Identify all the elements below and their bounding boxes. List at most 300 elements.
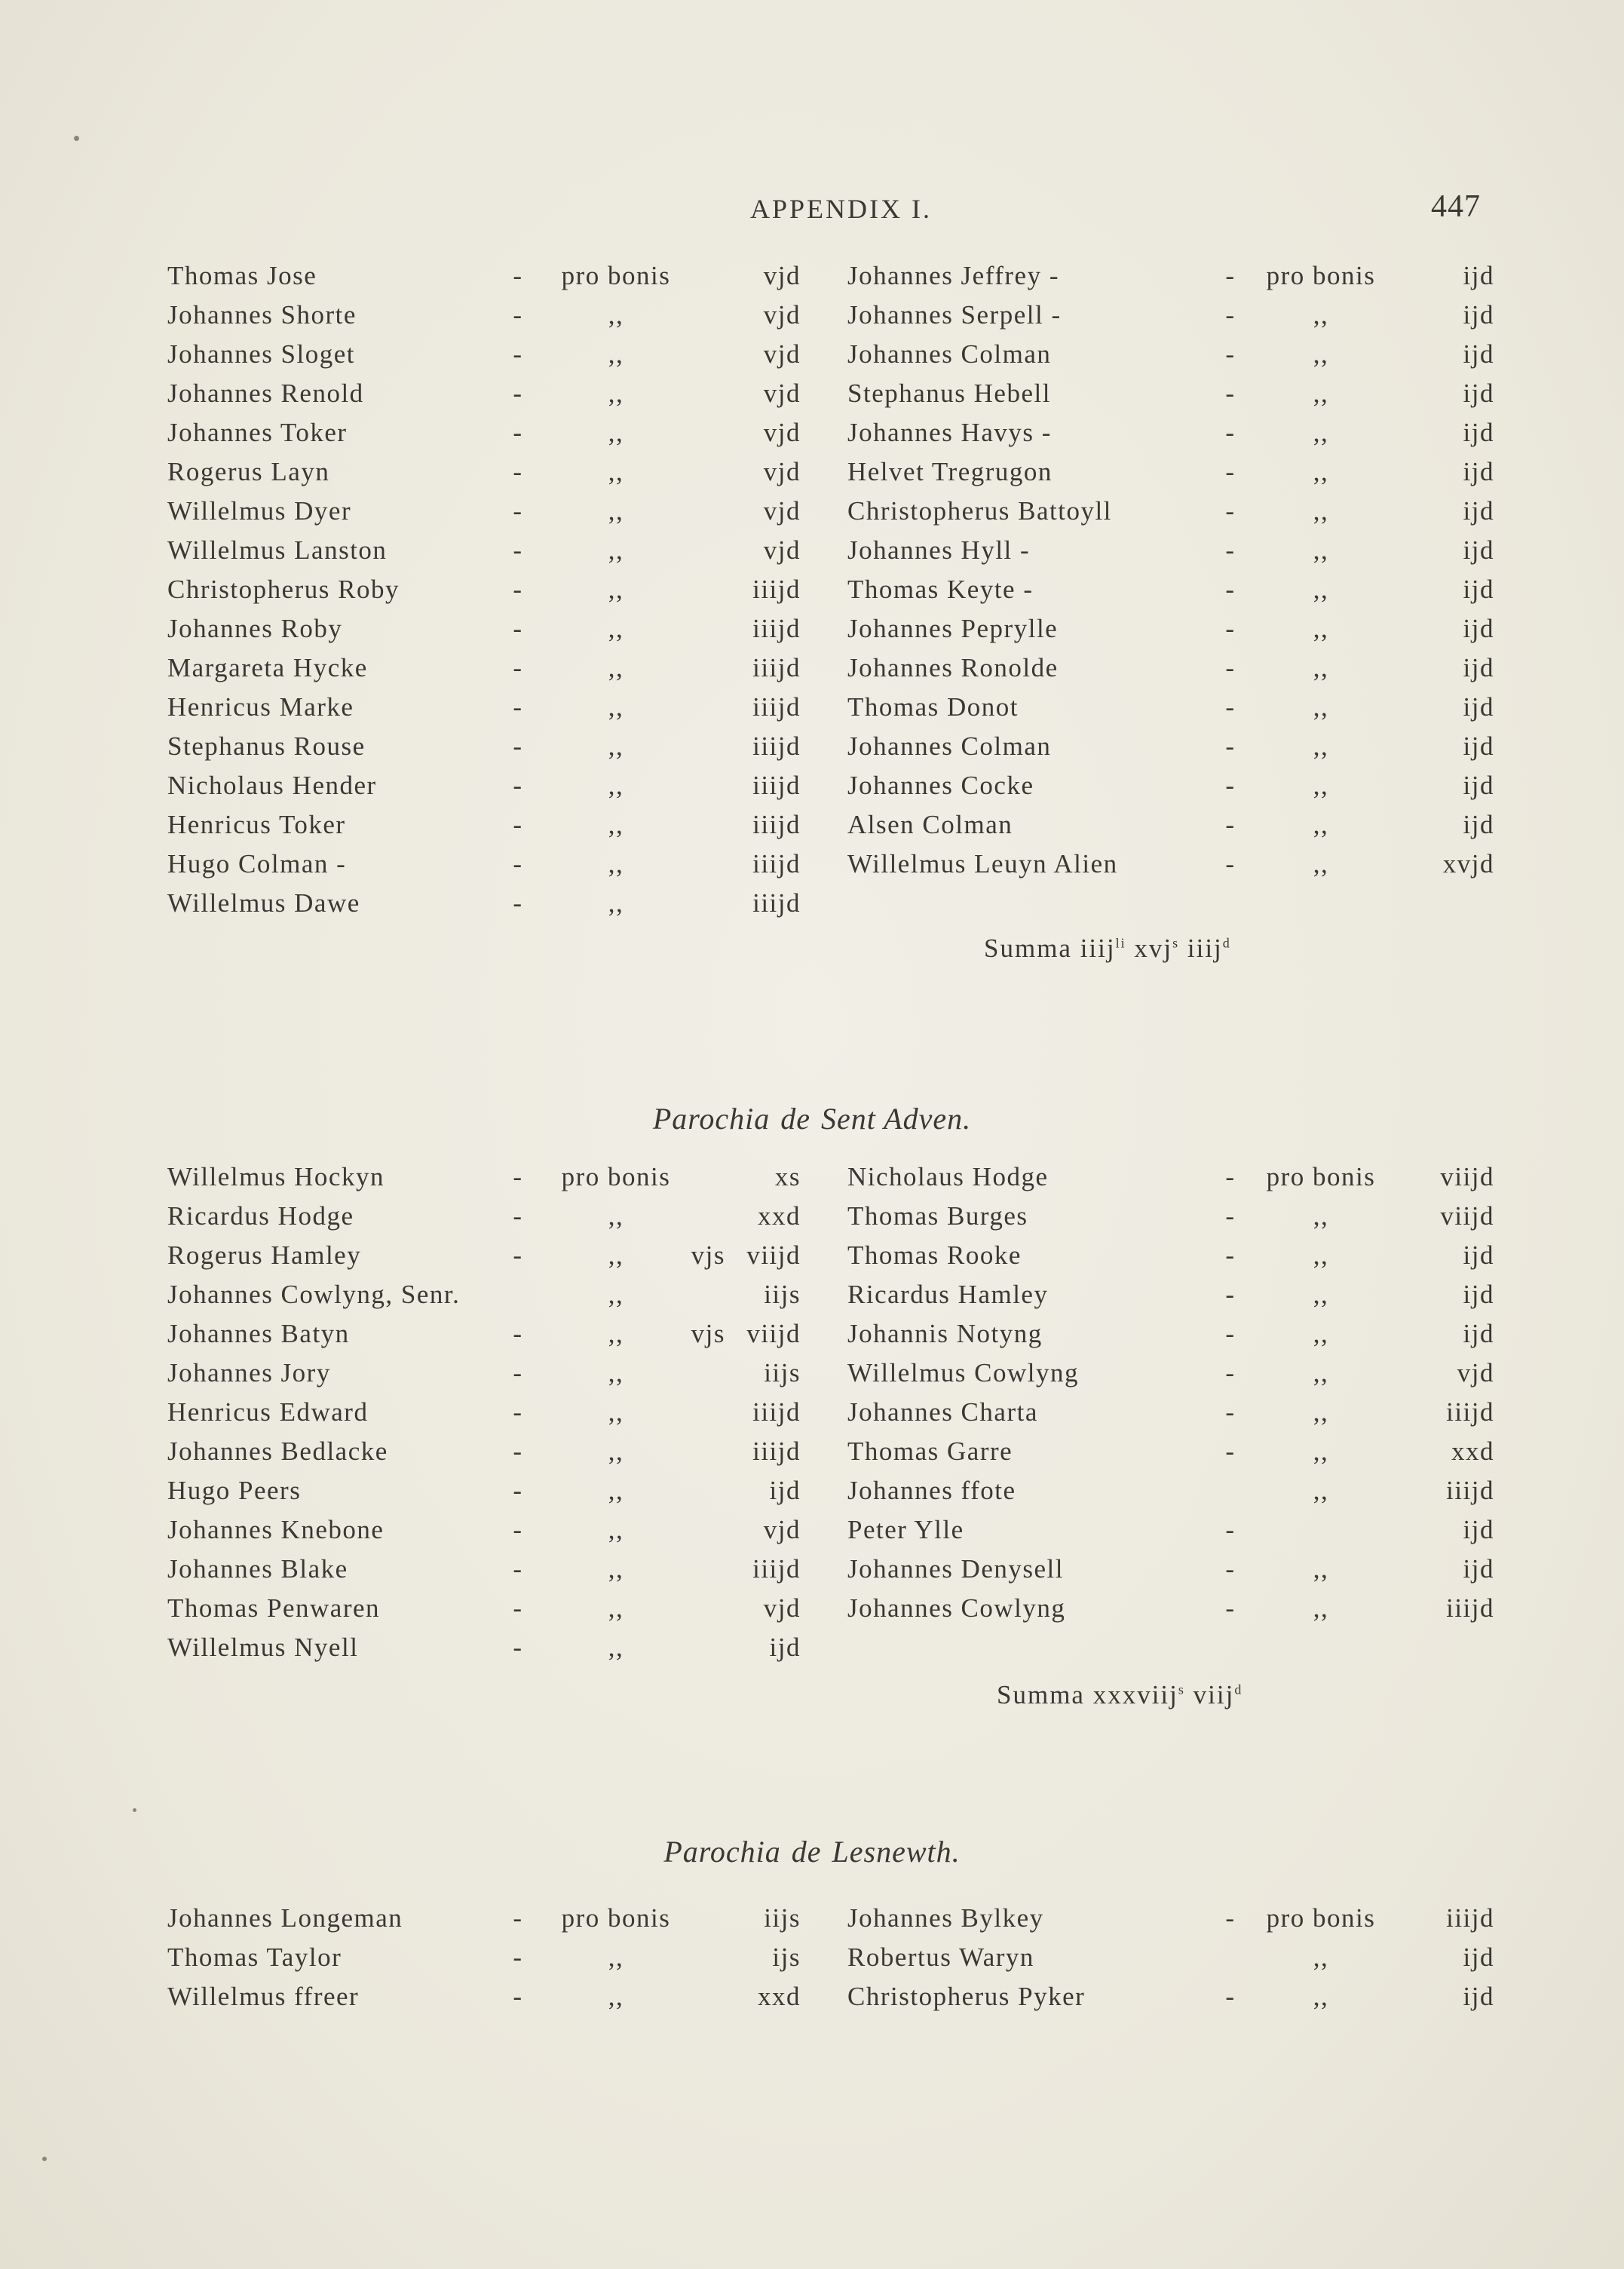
pro-bonis: ,, xyxy=(1313,849,1329,878)
title-place: Sent Adven. xyxy=(821,1102,972,1136)
shillings xyxy=(680,1197,725,1236)
dash: - xyxy=(1225,457,1236,486)
column-gap xyxy=(801,805,847,845)
dash: - xyxy=(1225,1319,1236,1348)
column-gap xyxy=(801,1628,847,1667)
amount: ijd xyxy=(1463,731,1494,761)
table-row xyxy=(167,1275,1494,1314)
entry-name-right: Johannes Ronolde xyxy=(847,653,1059,682)
amount: iiijd xyxy=(752,575,801,604)
entry-name-right: Helvet Tregrugon xyxy=(847,457,1053,486)
entry-name-right: Thomas Keyte - xyxy=(847,575,1034,604)
table-row xyxy=(167,649,1494,688)
summa-unit: d xyxy=(1222,935,1231,951)
entry-name-right: Christopherus Battoyll xyxy=(847,496,1112,526)
shillings xyxy=(680,452,725,492)
pro-bonis: ,, xyxy=(1313,1319,1329,1348)
amount: iiijd xyxy=(752,1554,801,1584)
shillings xyxy=(680,688,725,727)
pro-bonis: ,, xyxy=(1313,1554,1329,1584)
entry-name-right: Johannes Bylkey xyxy=(847,1903,1044,1933)
pro-bonis: ,, xyxy=(1313,379,1329,408)
pro-bonis: ,, xyxy=(608,575,624,604)
entry-name-right: Thomas Garre xyxy=(847,1437,1013,1466)
column-gap xyxy=(801,1589,847,1628)
pro-bonis: ,, xyxy=(608,1554,624,1584)
table-row xyxy=(167,1550,1494,1589)
dash xyxy=(1208,1471,1253,1510)
dash: - xyxy=(513,1437,523,1466)
dash: - xyxy=(1225,496,1236,526)
amount xyxy=(1389,1628,1494,1667)
amount: iiijd xyxy=(1446,1476,1494,1505)
entry-name-right: Johannes Hyll - xyxy=(847,535,1031,565)
shillings xyxy=(680,727,725,766)
table-row xyxy=(167,766,1494,805)
pro-bonis: ,, xyxy=(1313,1982,1329,2011)
pro-bonis: ,, xyxy=(1313,418,1329,447)
amount: ijd xyxy=(1463,1280,1494,1309)
dash: - xyxy=(1225,614,1236,643)
table-row xyxy=(167,1977,1494,2016)
amount: ijd xyxy=(1463,653,1494,682)
dash: - xyxy=(1225,535,1236,565)
pro-bonis: ,, xyxy=(608,1240,624,1270)
column-gap xyxy=(801,335,847,374)
shillings: vjs xyxy=(691,1319,725,1348)
entry-name-left: Henricus Marke xyxy=(167,692,354,722)
shillings xyxy=(680,570,725,609)
column-gap xyxy=(801,1899,847,1938)
shillings xyxy=(680,609,725,649)
table-row xyxy=(167,609,1494,649)
entry-name-left: Nicholaus Hender xyxy=(167,771,377,800)
amount: viijd xyxy=(1440,1201,1494,1231)
amount: xs xyxy=(774,1162,801,1191)
dash xyxy=(1208,1628,1253,1667)
section-title-sent-adven xyxy=(0,1101,1624,1136)
paper-speck xyxy=(42,2157,47,2161)
column-gap xyxy=(801,884,847,923)
entry-name-left: Willelmus Nyell xyxy=(167,1633,359,1662)
amount: vjd xyxy=(763,496,801,526)
pro-bonis: ,, xyxy=(1313,1397,1329,1427)
entry-name-left: Johannes Sloget xyxy=(167,339,356,369)
column-gap xyxy=(801,766,847,805)
column-gap xyxy=(801,688,847,727)
amount: iiijd xyxy=(1446,1593,1494,1623)
table-row xyxy=(167,1314,1494,1354)
entry-name-right: Johannes Cocke xyxy=(847,771,1034,800)
column-gap xyxy=(801,1157,847,1197)
column-gap xyxy=(801,1977,847,2016)
pro-bonis: pro bonis xyxy=(561,1903,671,1933)
pro-bonis: ,, xyxy=(608,496,624,526)
summa-label: Summa xyxy=(984,934,1072,963)
amount: ijd xyxy=(1463,1240,1494,1270)
amount: ijs xyxy=(772,1942,801,1972)
pro-bonis: ,, xyxy=(608,1982,624,2011)
column-gap xyxy=(801,1393,847,1432)
dash: - xyxy=(513,1593,523,1623)
pro-bonis: ,, xyxy=(1313,496,1329,526)
entry-name-left: Thomas Jose xyxy=(167,261,317,290)
entry-name-right: Thomas Rooke xyxy=(847,1240,1022,1270)
shillings xyxy=(680,805,725,845)
amount: ijd xyxy=(1463,261,1494,290)
title-de: de xyxy=(791,1835,822,1869)
pro-bonis: pro bonis xyxy=(1266,261,1376,290)
entry-name-right: Ricardus Hamley xyxy=(847,1280,1049,1309)
title-prefix: Parochia xyxy=(652,1102,771,1136)
entry-name-right: Thomas Donot xyxy=(847,692,1019,722)
pro-bonis: ,, xyxy=(1313,771,1329,800)
entry-name-left: Ricardus Hodge xyxy=(167,1201,354,1231)
dash: - xyxy=(513,1319,523,1348)
entries-table-lesnewth xyxy=(167,1899,1494,2016)
dash: - xyxy=(1225,692,1236,722)
summa-value: viij xyxy=(1193,1680,1235,1709)
dash: - xyxy=(513,339,523,369)
amount: ijd xyxy=(1463,1319,1494,1348)
entry-name-right: Nicholaus Hodge xyxy=(847,1162,1049,1191)
shillings xyxy=(680,1354,725,1393)
shillings: vjs xyxy=(691,1240,725,1270)
pro-bonis xyxy=(1253,884,1389,923)
dash: - xyxy=(513,1201,523,1231)
shillings xyxy=(680,1510,725,1550)
pro-bonis: ,, xyxy=(1313,339,1329,369)
shillings xyxy=(680,1471,725,1510)
dash: - xyxy=(513,1554,523,1584)
entry-name-right: Johannes Charta xyxy=(847,1397,1038,1427)
column-gap xyxy=(801,492,847,531)
entry-name-right: Johannes ffote xyxy=(847,1476,1016,1505)
table-row xyxy=(167,1354,1494,1393)
summa-unit: d xyxy=(1234,1682,1243,1697)
amount: ijd xyxy=(1463,300,1494,330)
column-gap xyxy=(801,413,847,452)
dash xyxy=(484,1275,552,1314)
column-gap xyxy=(801,296,847,335)
title-prefix: Parochia xyxy=(663,1835,781,1869)
pro-bonis: ,, xyxy=(608,731,624,761)
dash: - xyxy=(1225,1162,1236,1191)
dash: - xyxy=(1225,575,1236,604)
dash: - xyxy=(513,261,523,290)
table-row xyxy=(167,1432,1494,1471)
dash: - xyxy=(1225,653,1236,682)
amount: ijd xyxy=(1463,771,1494,800)
entry-name-left: Johannes Blake xyxy=(167,1554,348,1584)
dash xyxy=(1208,1938,1253,1977)
summa-line xyxy=(997,1680,1243,1710)
paper-speck xyxy=(74,136,79,141)
pro-bonis: ,, xyxy=(608,1437,624,1466)
dash: - xyxy=(1225,1397,1236,1427)
dash: - xyxy=(1225,1358,1236,1387)
column-gap xyxy=(801,1938,847,1977)
pro-bonis: ,, xyxy=(1313,535,1329,565)
table-row xyxy=(167,1938,1494,1977)
table-row xyxy=(167,727,1494,766)
entry-name-left: Johannes Shorte xyxy=(167,300,357,330)
summa-value: xvj xyxy=(1134,934,1173,963)
dash: - xyxy=(513,418,523,447)
entry-name-right: Peter Ylle xyxy=(847,1515,964,1544)
amount: vjd xyxy=(763,379,801,408)
amount: iiijd xyxy=(752,1397,801,1427)
pro-bonis: ,, xyxy=(1313,1942,1329,1972)
entry-name-left: Thomas Penwaren xyxy=(167,1593,381,1623)
amount: ijd xyxy=(1463,457,1494,486)
entry-name-left: Johannes Renold xyxy=(167,379,364,408)
amount: iiijd xyxy=(752,614,801,643)
column-gap xyxy=(801,1471,847,1510)
shillings xyxy=(680,649,725,688)
shillings xyxy=(680,1275,725,1314)
amount: ijd xyxy=(1463,692,1494,722)
pro-bonis: ,, xyxy=(608,614,624,643)
shillings xyxy=(680,1977,725,2016)
pro-bonis: ,, xyxy=(608,849,624,878)
entry-name-right: Johannes Jeffrey - xyxy=(847,261,1059,290)
dash: - xyxy=(513,535,523,565)
summa-value: iiij xyxy=(1187,934,1223,963)
summa-value: iiij xyxy=(1080,934,1116,963)
dash: - xyxy=(513,1162,523,1191)
amount: ijd xyxy=(1463,535,1494,565)
amount: vjd xyxy=(763,1515,801,1544)
dash: - xyxy=(513,810,523,839)
shillings xyxy=(680,884,725,923)
pro-bonis: ,, xyxy=(1313,1240,1329,1270)
shillings xyxy=(680,845,725,884)
column-gap xyxy=(801,609,847,649)
dash: - xyxy=(513,731,523,761)
dash: - xyxy=(1225,1280,1236,1309)
pro-bonis: ,, xyxy=(608,1476,624,1505)
dash: - xyxy=(513,888,523,918)
amount: vjd xyxy=(763,457,801,486)
amount: vjd xyxy=(763,261,801,290)
dash: - xyxy=(1225,300,1236,330)
table-row xyxy=(167,1899,1494,1938)
dash: - xyxy=(513,496,523,526)
title-de: de xyxy=(780,1102,811,1136)
table-row xyxy=(167,374,1494,413)
dash: - xyxy=(513,1358,523,1387)
summa-unit: s xyxy=(1178,1682,1185,1697)
entry-name-left: Willelmus Lanston xyxy=(167,535,388,565)
amount: xxd xyxy=(1451,1437,1494,1466)
pro-bonis: ,, xyxy=(1313,1437,1329,1466)
dash: - xyxy=(513,653,523,682)
title-place: Lesnewth. xyxy=(832,1835,961,1869)
dash: - xyxy=(1225,731,1236,761)
table-row xyxy=(167,1510,1494,1550)
entry-name-right: Johannes Havys - xyxy=(847,418,1052,447)
dash: - xyxy=(1225,1437,1236,1466)
dash: - xyxy=(1225,1240,1236,1270)
entry-name-left: Christopherus Roby xyxy=(167,575,400,604)
pro-bonis: ,, xyxy=(1313,1593,1329,1623)
pro-bonis: ,, xyxy=(1313,575,1329,604)
entry-name-left: Stephanus Rouse xyxy=(167,731,366,761)
pro-bonis: pro bonis xyxy=(1266,1903,1376,1933)
dash: - xyxy=(513,1240,523,1270)
entry-name-left: Rogerus Layn xyxy=(167,457,330,486)
pro-bonis: ,, xyxy=(1313,1358,1329,1387)
amount: vjd xyxy=(763,339,801,369)
amount: ijd xyxy=(1463,496,1494,526)
pro-bonis: ,, xyxy=(608,1515,624,1544)
entry-name-left: Margareta Hycke xyxy=(167,653,368,682)
amount: ijd xyxy=(1463,418,1494,447)
entry-name-left: Willelmus Hockyn xyxy=(167,1162,385,1191)
pro-bonis: ,, xyxy=(1313,810,1329,839)
column-gap xyxy=(801,1275,847,1314)
pro-bonis: ,, xyxy=(608,771,624,800)
pro-bonis: ,, xyxy=(1313,653,1329,682)
dash: - xyxy=(1225,771,1236,800)
shillings xyxy=(680,492,725,531)
amount: ijd xyxy=(769,1476,801,1505)
amount: ijd xyxy=(1463,1982,1494,2011)
amount: vjd xyxy=(763,535,801,565)
amount xyxy=(1389,884,1494,923)
column-gap xyxy=(801,649,847,688)
amount: ijd xyxy=(1463,1554,1494,1584)
pro-bonis: ,, xyxy=(1313,614,1329,643)
entry-name-right: Willelmus Cowlyng xyxy=(847,1358,1080,1387)
table-row xyxy=(167,413,1494,452)
summa-unit: li xyxy=(1115,935,1126,951)
table-row xyxy=(167,1157,1494,1197)
table-row xyxy=(167,845,1494,884)
entries-table-sent-adven xyxy=(167,1157,1494,1667)
amount: iiijd xyxy=(1446,1397,1494,1427)
entry-name-left: Johannes Bedlacke xyxy=(167,1437,388,1466)
dash: - xyxy=(513,771,523,800)
table-row xyxy=(167,296,1494,335)
pro-bonis: ,, xyxy=(608,888,624,918)
entry-name-left: Willelmus ffreer xyxy=(167,1982,360,2011)
paper-speck xyxy=(133,1808,136,1812)
column-gap xyxy=(801,1432,847,1471)
amount: iijs xyxy=(764,1280,801,1309)
pro-bonis: ,, xyxy=(608,1201,624,1231)
pro-bonis: ,, xyxy=(608,339,624,369)
amount: iiijd xyxy=(752,849,801,878)
pro-bonis: ,, xyxy=(1313,1201,1329,1231)
shillings xyxy=(680,766,725,805)
column-gap xyxy=(801,1197,847,1236)
column-gap xyxy=(801,1354,847,1393)
shillings xyxy=(680,1628,725,1667)
dash: - xyxy=(513,1397,523,1427)
dash: - xyxy=(1225,379,1236,408)
dash: - xyxy=(1225,1554,1236,1584)
shillings xyxy=(680,1393,725,1432)
pro-bonis: ,, xyxy=(608,1358,624,1387)
pro-bonis: ,, xyxy=(1313,731,1329,761)
entry-name-left: Johannes Knebone xyxy=(167,1515,385,1544)
entry-name-left: Johannes Roby xyxy=(167,614,343,643)
pro-bonis: ,, xyxy=(608,810,624,839)
summa-line xyxy=(984,934,1231,964)
amount: ijd xyxy=(1463,1515,1494,1544)
column-gap xyxy=(801,727,847,766)
amount: vjd xyxy=(1457,1358,1494,1387)
dash: - xyxy=(513,457,523,486)
amount: ijd xyxy=(1463,575,1494,604)
amount: xxd xyxy=(758,1201,801,1231)
amount: xvjd xyxy=(1442,849,1494,878)
pro-bonis: ,, xyxy=(1313,457,1329,486)
pro-bonis: ,, xyxy=(608,1593,624,1623)
pro-bonis: ,, xyxy=(608,1942,624,1972)
amount: iiijd xyxy=(752,888,801,918)
dash: - xyxy=(513,614,523,643)
pro-bonis: ,, xyxy=(608,1633,624,1662)
table-row xyxy=(167,1471,1494,1510)
amount: iiijd xyxy=(752,1437,801,1466)
pro-bonis: ,, xyxy=(608,692,624,722)
column-gap xyxy=(801,1510,847,1550)
dash: - xyxy=(513,1476,523,1505)
entry-name-right xyxy=(847,1628,1208,1667)
entry-name-right: Johannes Peprylle xyxy=(847,614,1059,643)
entry-name-right: Robertus Waryn xyxy=(847,1942,1034,1972)
pro-bonis: pro bonis xyxy=(561,1162,671,1191)
amount: iiijd xyxy=(752,810,801,839)
pro-bonis xyxy=(1253,1628,1389,1667)
entry-name-right: Thomas Burges xyxy=(847,1201,1028,1231)
dash: - xyxy=(1225,1982,1236,2011)
shillings xyxy=(680,1550,725,1589)
running-head xyxy=(0,189,1624,234)
shillings xyxy=(680,1589,725,1628)
entry-name-right: Christopherus Pyker xyxy=(847,1982,1086,2011)
page-number: 447 xyxy=(1431,189,1481,224)
shillings xyxy=(680,1899,725,1938)
entry-name-right: Alsen Colman xyxy=(847,810,1013,839)
entry-name-left: Johannes Toker xyxy=(167,418,348,447)
entry-name-left: Willelmus Dyer xyxy=(167,496,352,526)
pro-bonis xyxy=(1253,1510,1389,1550)
dash: - xyxy=(513,300,523,330)
pro-bonis: ,, xyxy=(608,1319,624,1348)
column-gap xyxy=(801,1550,847,1589)
entry-name-right xyxy=(847,884,1208,923)
shillings xyxy=(680,256,725,296)
dash: - xyxy=(513,1942,523,1972)
amount: ijd xyxy=(1463,339,1494,369)
amount: viijd xyxy=(1440,1162,1494,1191)
dash: - xyxy=(513,575,523,604)
pro-bonis: pro bonis xyxy=(1266,1162,1376,1191)
amount: ijd xyxy=(1463,810,1494,839)
table-row xyxy=(167,1589,1494,1628)
table-row xyxy=(167,1628,1494,1667)
table-row xyxy=(167,805,1494,845)
table-row xyxy=(167,335,1494,374)
summa-unit: s xyxy=(1172,935,1180,951)
table-row xyxy=(167,1236,1494,1275)
table-row xyxy=(167,531,1494,570)
table-row xyxy=(167,1197,1494,1236)
